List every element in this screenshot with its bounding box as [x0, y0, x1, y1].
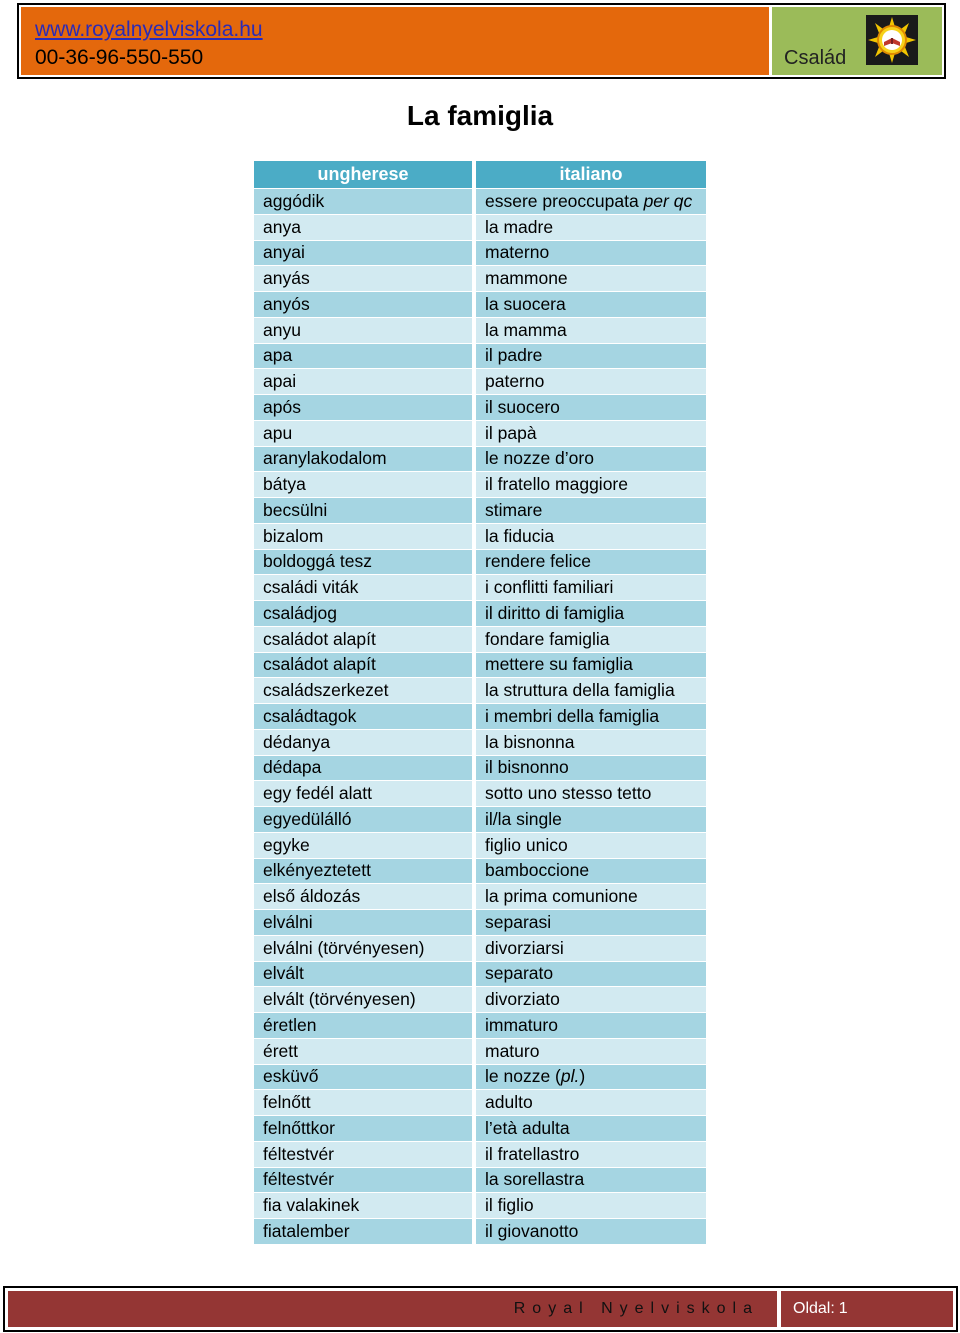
table-row — [254, 266, 706, 292]
table-row — [254, 704, 706, 730]
italian-term-part: i conflitti familiari — [485, 577, 614, 598]
italian-term — [476, 1090, 706, 1116]
italian-term-part: la mamma — [485, 319, 567, 340]
italian-term-part: rendere felice — [485, 551, 592, 572]
italian-term — [476, 189, 706, 215]
italian-term — [476, 421, 706, 447]
italian-term-part: il fratello maggiore — [485, 474, 628, 495]
italian-term — [476, 653, 706, 679]
column-header-hungarian: ungherese — [254, 161, 476, 189]
italian-term-part: la bisnonna — [485, 731, 575, 752]
italian-term-part: mammone — [485, 268, 568, 289]
website-link[interactable]: www.royalnyelviskola.hu — [35, 18, 263, 41]
italian-term-part: divorziato — [485, 989, 560, 1010]
hungarian-term: egyke — [254, 833, 476, 859]
italian-term-part: fondare famiglia — [485, 628, 610, 649]
italian-term-part: il figlio — [485, 1195, 534, 1216]
italian-term-part: l’età adulta — [485, 1117, 570, 1138]
table-row — [254, 987, 706, 1013]
hungarian-term: elkényeztetett — [254, 859, 476, 885]
italian-term — [476, 524, 706, 550]
hungarian-term: dédanya — [254, 730, 476, 756]
italian-term — [476, 1142, 706, 1168]
italian-term-part: la suocera — [485, 293, 566, 314]
footer-brand: Royal Nyelviskola — [513, 1300, 759, 1317]
italian-term-part: mettere su famiglia — [485, 654, 633, 675]
italian-term — [476, 781, 706, 807]
hungarian-term: családot alapít — [254, 627, 476, 653]
table-row — [254, 1039, 706, 1065]
header-topic-panel — [772, 7, 942, 75]
page-number: 1 — [838, 1300, 848, 1317]
italian-term — [476, 395, 706, 421]
hungarian-term: elvált — [254, 962, 476, 988]
table-row — [254, 601, 706, 627]
italian-term — [476, 833, 706, 859]
italian-term-part: la fiducia — [485, 525, 555, 546]
table-row — [254, 395, 706, 421]
hungarian-term: első áldozás — [254, 884, 476, 910]
table-row — [254, 318, 706, 344]
italian-term-part: il padre — [485, 345, 543, 366]
table-row — [254, 1219, 706, 1245]
hungarian-term: érett — [254, 1039, 476, 1065]
hungarian-term: apu — [254, 421, 476, 447]
hungarian-term: éretlen — [254, 1013, 476, 1039]
italian-term — [476, 884, 706, 910]
hungarian-term: családjog — [254, 601, 476, 627]
italian-term-part: stimare — [485, 499, 543, 520]
italian-term-part: sotto uno stesso tetto — [485, 783, 652, 804]
hungarian-term: anyós — [254, 292, 476, 318]
hungarian-term: családot alapít — [254, 653, 476, 679]
italian-term — [476, 344, 706, 370]
footer-brand-bar — [8, 1291, 777, 1327]
vocabulary-table — [254, 161, 706, 1245]
hungarian-term: aranylakodalom — [254, 447, 476, 473]
table-row — [254, 884, 706, 910]
hungarian-term: bizalom — [254, 524, 476, 550]
italian-term — [476, 266, 706, 292]
italian-term-part: adulto — [485, 1092, 533, 1113]
italian-term-part: la sorellastra — [485, 1169, 585, 1190]
italian-term — [476, 1065, 706, 1091]
italian-term-part: il bisnonno — [485, 757, 569, 778]
table-row — [254, 498, 706, 524]
italian-term-part: immaturo — [485, 1014, 558, 1035]
hungarian-term: aggódik — [254, 189, 476, 215]
sun-book-logo-icon — [866, 15, 918, 65]
table-row — [254, 1065, 706, 1091]
table-row — [254, 524, 706, 550]
table-row — [254, 653, 706, 679]
italian-term-part: i membri della famiglia — [485, 705, 660, 726]
italian-term — [476, 550, 706, 576]
hungarian-term: após — [254, 395, 476, 421]
italian-term — [476, 292, 706, 318]
page-label: Oldal: — [793, 1300, 835, 1317]
italian-term-part: la struttura della famiglia — [485, 680, 675, 701]
hungarian-term: felnőttkor — [254, 1116, 476, 1142]
table-row — [254, 421, 706, 447]
italian-term-part: figlio unico — [485, 834, 568, 855]
italian-term — [476, 1193, 706, 1219]
footer-page-bar — [781, 1291, 953, 1327]
italian-term — [476, 1219, 706, 1245]
italian-term — [476, 447, 706, 473]
table-row — [254, 730, 706, 756]
table-row — [254, 859, 706, 885]
phone-number: 00-36-96-550-550 — [35, 46, 204, 69]
hungarian-term: elvált (törvényesen) — [254, 987, 476, 1013]
table-row — [254, 962, 706, 988]
italian-term-part: divorziarsi — [485, 937, 564, 958]
hungarian-term: dédapa — [254, 756, 476, 782]
italian-term — [476, 704, 706, 730]
italian-term — [476, 1168, 706, 1194]
table-row — [254, 833, 706, 859]
table-row — [254, 344, 706, 370]
italian-term-part: il suocero — [485, 396, 560, 417]
hungarian-term: anya — [254, 215, 476, 241]
italian-term-part: essere preoccupata — [485, 190, 644, 211]
table-row — [254, 189, 706, 215]
hungarian-term: anyai — [254, 241, 476, 267]
hungarian-term: bátya — [254, 472, 476, 498]
italian-term-part: il papà — [485, 422, 537, 443]
hungarian-term: elválni (törvényesen) — [254, 936, 476, 962]
italian-term-part: materno — [485, 242, 550, 263]
hungarian-term: féltestvér — [254, 1168, 476, 1194]
italian-term — [476, 678, 706, 704]
table-row — [254, 472, 706, 498]
italian-term-part: le nozze d’oro — [485, 448, 594, 469]
table-header-row — [254, 161, 706, 189]
hungarian-term: családi viták — [254, 575, 476, 601]
italian-term — [476, 369, 706, 395]
italian-term-part: il fratellastro — [485, 1143, 580, 1164]
italian-term — [476, 627, 706, 653]
italian-term — [476, 1039, 706, 1065]
table-row — [254, 936, 706, 962]
table-row — [254, 1193, 706, 1219]
italian-term — [476, 241, 706, 267]
hungarian-term: apai — [254, 369, 476, 395]
italian-term — [476, 215, 706, 241]
hungarian-term: anyu — [254, 318, 476, 344]
italian-term-part: separasi — [485, 911, 552, 932]
hungarian-term: egy fedél alatt — [254, 781, 476, 807]
header-contact-panel — [21, 7, 769, 75]
italian-term-part: bamboccione — [485, 860, 590, 881]
page-number-label — [793, 1300, 848, 1318]
column-header-italian: italiano — [476, 161, 706, 189]
italian-term — [476, 962, 706, 988]
hungarian-term: becsülni — [254, 498, 476, 524]
italian-term — [476, 1013, 706, 1039]
italian-term — [476, 936, 706, 962]
table-row — [254, 550, 706, 576]
italian-term-part: la madre — [485, 216, 554, 237]
hungarian-term: családszerkezet — [254, 678, 476, 704]
table-row — [254, 1116, 706, 1142]
italian-term — [476, 756, 706, 782]
table-row — [254, 807, 706, 833]
page-title: La famiglia — [406, 100, 554, 131]
hungarian-term: családtagok — [254, 704, 476, 730]
italian-term — [476, 987, 706, 1013]
page-footer — [3, 1286, 958, 1332]
hungarian-term: féltestvér — [254, 1142, 476, 1168]
italian-term-part: ) — [579, 1066, 586, 1087]
page-header — [17, 3, 946, 79]
table-row — [254, 447, 706, 473]
table-row — [254, 1142, 706, 1168]
italian-term — [476, 601, 706, 627]
hungarian-term: boldoggá tesz — [254, 550, 476, 576]
table-row — [254, 781, 706, 807]
table-row — [254, 292, 706, 318]
italian-term-part: maturo — [485, 1040, 540, 1061]
italian-term — [476, 910, 706, 936]
hungarian-term: anyás — [254, 266, 476, 292]
vocabulary-table-body — [254, 189, 706, 1245]
table-row — [254, 575, 706, 601]
italian-term — [476, 472, 706, 498]
hungarian-term: egyedülálló — [254, 807, 476, 833]
italian-term — [476, 1116, 706, 1142]
italian-term — [476, 730, 706, 756]
italian-term-part: separato — [485, 963, 554, 984]
table-row — [254, 678, 706, 704]
table-row — [254, 1090, 706, 1116]
italian-term-part: il diritto di famiglia — [485, 602, 625, 623]
table-row — [254, 627, 706, 653]
hungarian-term: apa — [254, 344, 476, 370]
hungarian-term: elválni — [254, 910, 476, 936]
table-row — [254, 1168, 706, 1194]
italian-term-italic: per qc — [643, 190, 693, 211]
italian-term — [476, 498, 706, 524]
italian-term — [476, 859, 706, 885]
table-row — [254, 241, 706, 267]
italian-term-part: il giovanotto — [485, 1220, 579, 1241]
italian-term-part: paterno — [485, 371, 545, 392]
topic-label: Család — [784, 47, 847, 69]
table-row — [254, 369, 706, 395]
italian-term — [476, 575, 706, 601]
italian-term — [476, 318, 706, 344]
italian-term-italic: pl. — [560, 1066, 580, 1087]
table-row — [254, 910, 706, 936]
hungarian-term: esküvő — [254, 1065, 476, 1091]
hungarian-term: fiatalember — [254, 1219, 476, 1245]
table-row — [254, 215, 706, 241]
table-row — [254, 756, 706, 782]
hungarian-term: fia valakinek — [254, 1193, 476, 1219]
table-row — [254, 1013, 706, 1039]
hungarian-term: felnőtt — [254, 1090, 476, 1116]
italian-term-part: la prima comunione — [485, 886, 638, 907]
italian-term-part: il/la single — [485, 808, 562, 829]
italian-term-part: le nozze ( — [485, 1066, 561, 1087]
italian-term — [476, 807, 706, 833]
